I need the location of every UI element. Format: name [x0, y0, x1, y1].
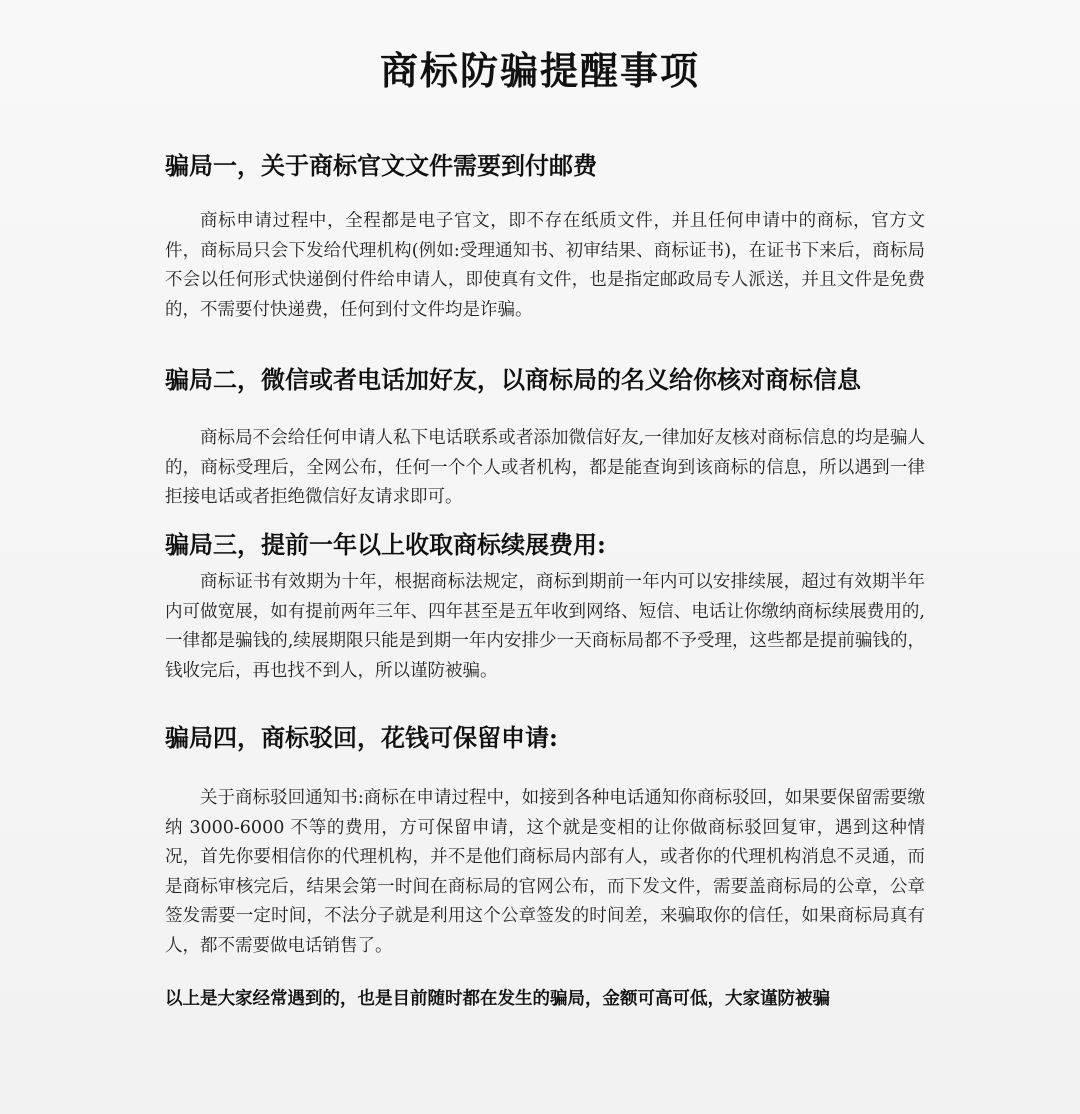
section-4-body: 关于商标驳回通知书:商标在申请过程中，如接到各种电话通知你商标驳回，如果要保留需要缴纳 3000-6000 不等的费用，方可保留申请，这个就是变相的让你做商标驳回复审，遇到这种情况，首先你要相信你的代理机构，并不是他们商标局内部有人，或者你的代理机构消息不灵通，而是商标审核完后，结果会第一时间在商标局的官网公布，而下发文件，需要盖商标局的公章，公章签发需要一定时间，不法分子就是利用这个公章签发的时间差，来骗取你的信任，如果商标局真有人，都不需要做电话销售了。: [165, 788, 925, 956]
section-2-body: 商标局不会给任何申请人私下电话联系或者添加微信好友,一律加好友核对商标信息的均是骗人的，商标受理后，全网公布，任何一个个人或者机构，都是能查询到该商标的信息，所以遇到一律拒接电话或者拒绝微信好友请求即可。: [165, 428, 925, 507]
page-title: 商标防骗提醒事项: [379, 48, 700, 93]
section-1-body: 商标申请过程中，全程都是电子官文，即不存在纸质文件，并且任何申请中的商标，官方文件，商标局只会下发给代理机构(例如:受理通知书、初审结果、商标证书)，在证书下来后，商标局不会以任何形式快递倒付件给申请人，即使真有文件，也是指定邮政局专人派送，并且文件是免费的，不需要付快递费，任何到付文件均是诈骗。: [165, 211, 925, 320]
closing-note: 以上是大家经常遇到的，也是目前随时都在发生的骗局，金额可高可低，大家谨防被骗: [165, 989, 830, 1009]
section-3-heading: 骗局三，提前一年以上收取商标续展费用:: [165, 530, 606, 559]
section-2-heading: 骗局二，微信或者电话加好友，以商标局的名义给你核对商标信息: [165, 365, 861, 394]
section-3-body: 商标证书有效期为十年，根据商标法规定，商标到期前一年内可以安排续展，超过有效期半年内可做宽展，如有提前两年三年、四年甚至是五年收到网络、短信、电话让你缴纳商标续展费用的,一律都是骗钱的,续展期限只能是到期一年内安排少一天商标局都不予受理，这些都是提前骗钱的，钱收完后，再也找不到人，所以谨防被骗。: [165, 572, 925, 681]
section-1-heading: 骗局一，关于商标官文文件需要到付邮费: [165, 151, 597, 180]
section-4-heading: 骗局四，商标驳回，花钱可保留申请:: [165, 723, 558, 752]
